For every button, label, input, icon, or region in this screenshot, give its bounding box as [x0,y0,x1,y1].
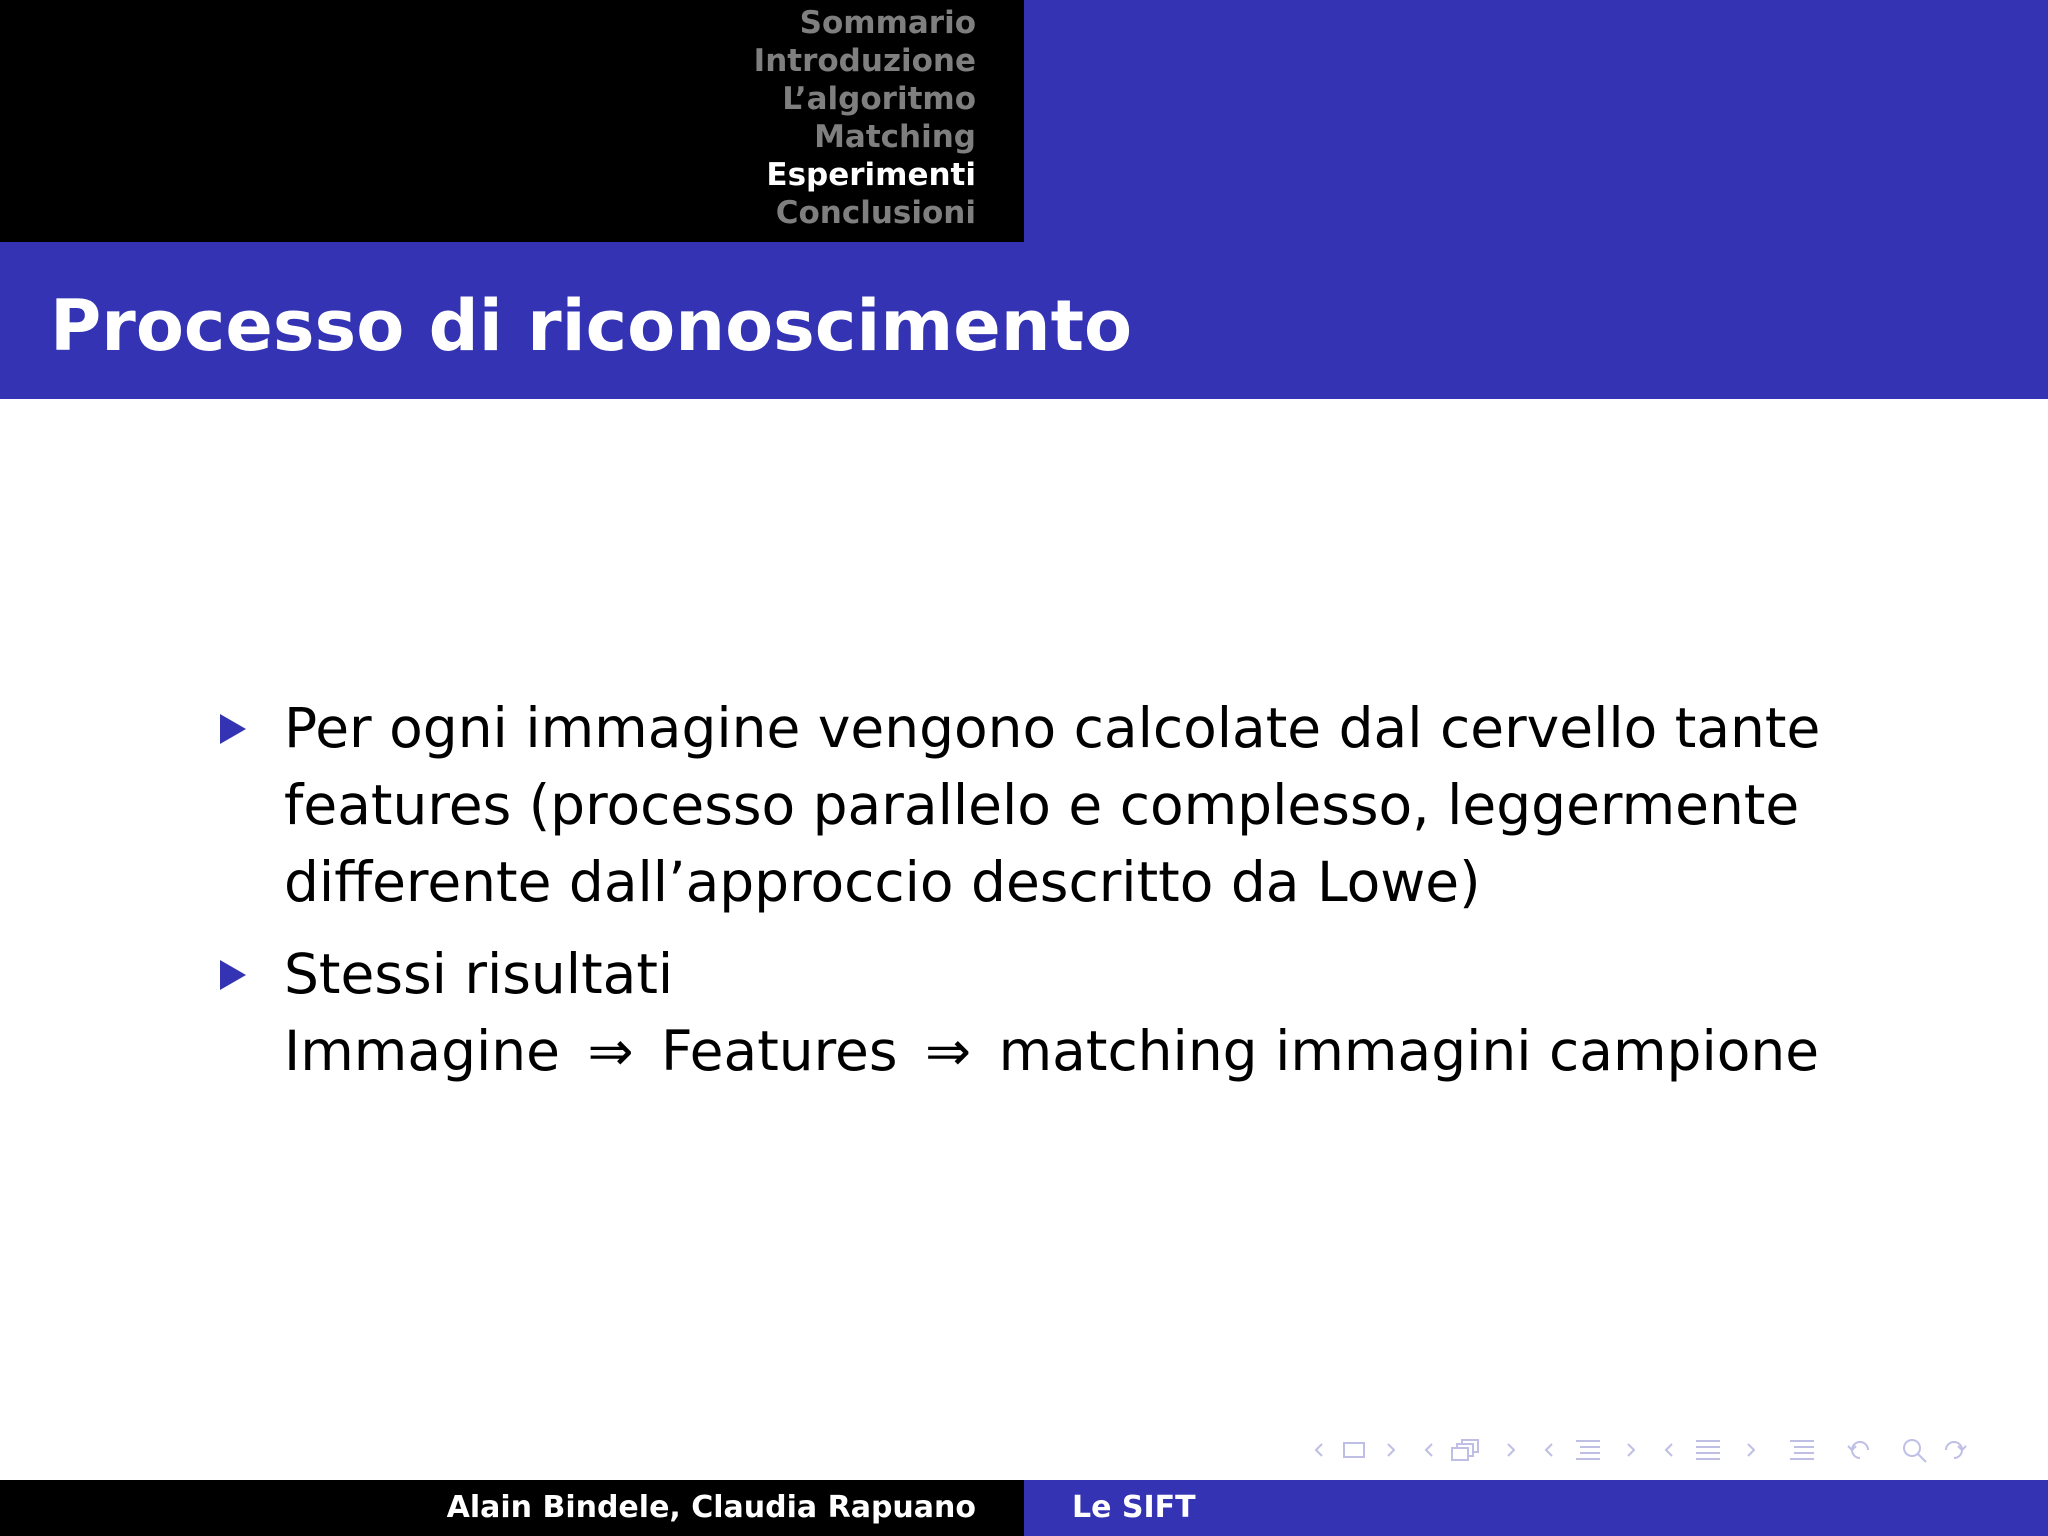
frame-title: Processo di riconoscimento [50,285,1133,367]
section-navigation [754,4,976,232]
navigation-symbols [1312,1432,1968,1468]
search-icon[interactable] [1900,1436,1930,1464]
header-right-band [1024,0,2048,242]
bullet-text-line: differente dall’approccio descritto da Lowe) [284,850,1481,914]
section-link-matching[interactable]: Matching [814,119,976,155]
search-back-icon[interactable] [1846,1436,1876,1464]
bullet-triangle-icon [220,714,246,744]
section-link-algoritmo[interactable]: L’algoritmo [782,81,976,117]
slide-content [210,690,1821,1105]
bullet-item [210,690,1821,921]
bullet-text-line: features (processo parallelo e complesso, leggermente [284,773,1800,837]
flow-step-features: Features [661,1019,898,1083]
bullet-triangle-icon [220,960,246,990]
appendix-icon[interactable] [1782,1436,1822,1464]
presentation-nav-icon[interactable] [1662,1436,1758,1464]
section-link-esperimenti[interactable]: Esperimenti [766,157,976,193]
subsection-nav-icon[interactable] [1422,1436,1518,1464]
frame-nav-icon[interactable] [1312,1436,1398,1464]
implies-arrow: ⇒ [925,1019,972,1083]
section-link-conclusioni[interactable]: Conclusioni [775,195,976,231]
bullet-text-line: Stessi risultati [284,942,674,1006]
header-section-bar [0,0,1024,242]
bullet-item [210,936,1820,1090]
section-link-introduzione[interactable]: Introduzione [753,43,976,79]
footer-authors: Alain Bindele, Claudia Rapuano [446,1490,976,1525]
process-flow [284,1013,1820,1090]
footer-short-title: Le SIFT [1072,1490,1196,1525]
flow-step-matching: matching immagini campione [998,1019,1820,1083]
footer-author-bar [0,1480,1024,1536]
flow-step-image: Immagine [284,1019,560,1083]
bullet-text-line: Per ogni immagine vengono calcolate dal cervello tante [284,696,1821,760]
search-forward-icon[interactable] [1938,1436,1968,1464]
footer-title-bar [1024,1480,2048,1536]
implies-arrow: ⇒ [587,1019,634,1083]
frame-title-bar [0,242,2048,399]
section-nav-icon[interactable] [1542,1436,1638,1464]
section-link-sommario[interactable]: Sommario [799,5,976,41]
